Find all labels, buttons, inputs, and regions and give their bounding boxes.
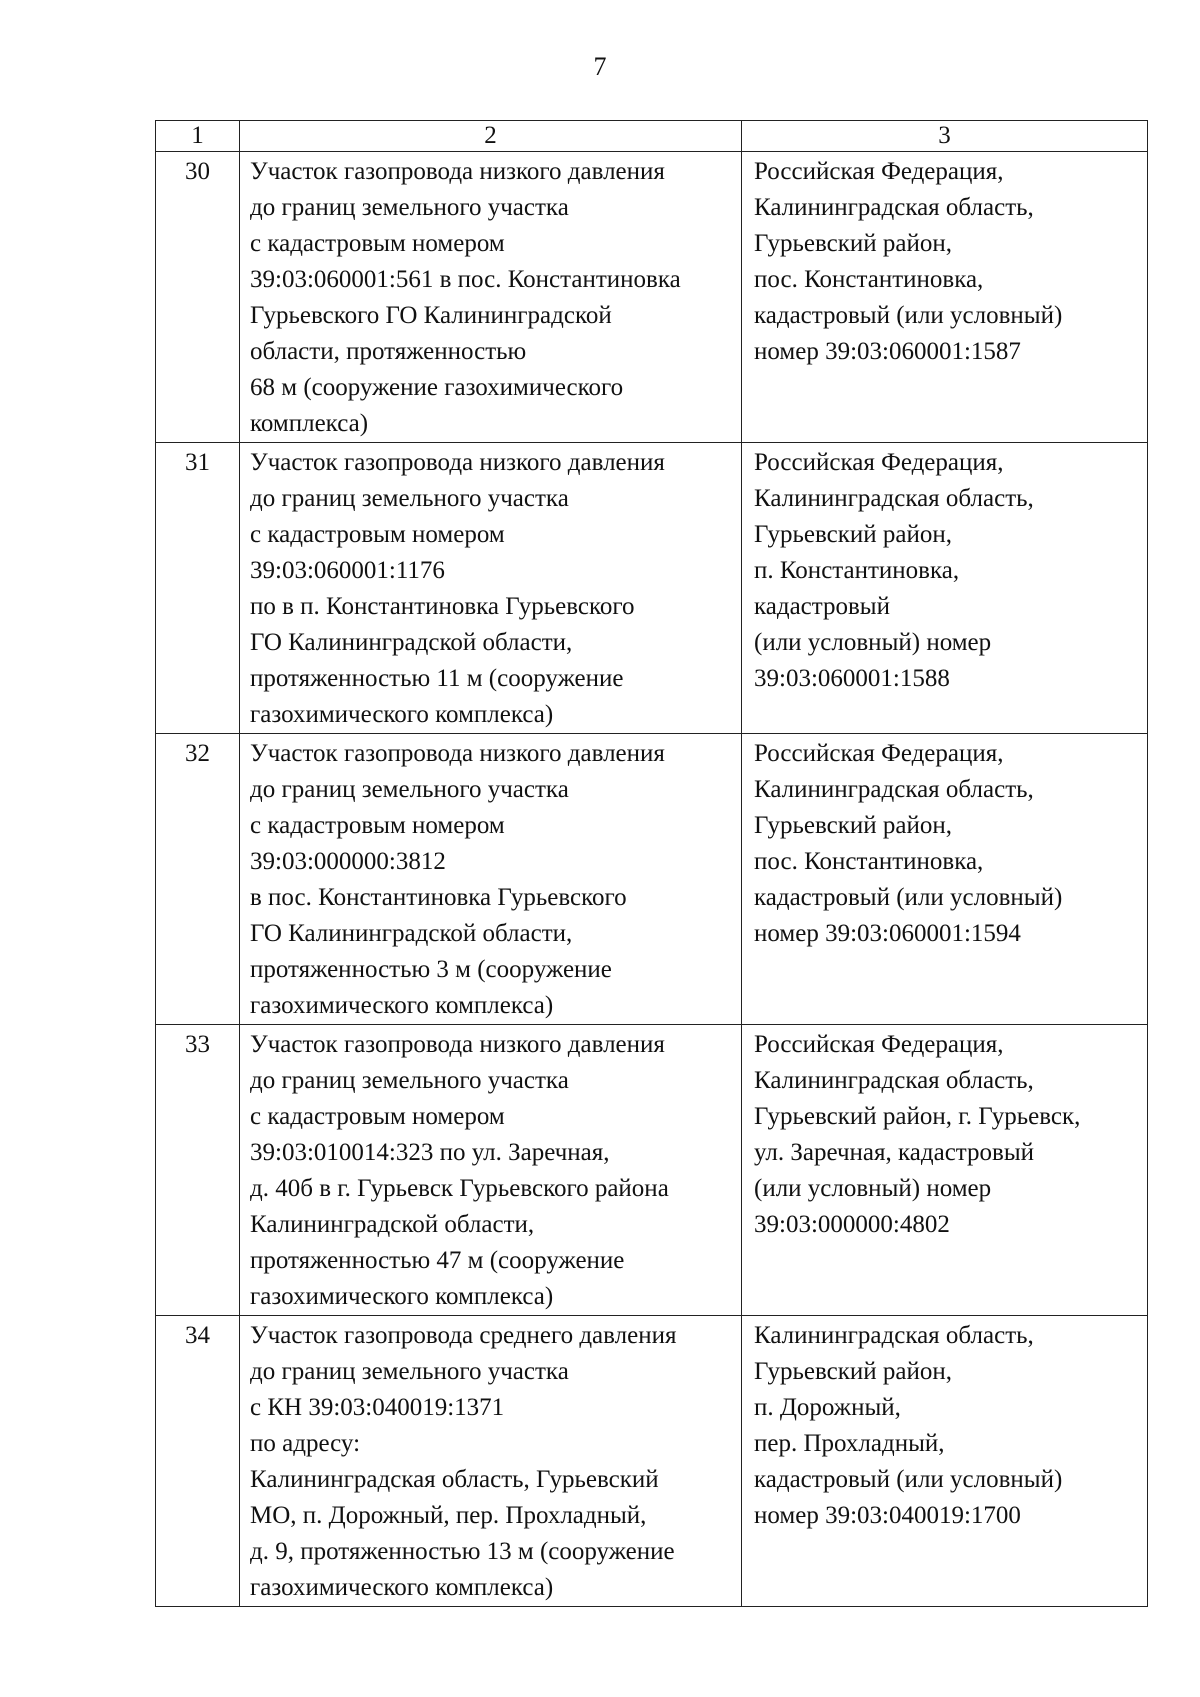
header-row [156,121,1148,152]
object-description [240,443,742,734]
object-location-line: пос. Константиновка, [754,266,984,293]
object-description-line: газохимического комплекса) [250,701,554,728]
object-location [742,1025,1148,1316]
row-number: 33 [156,1025,240,1316]
object-description-line: газохимического комплекса) [250,1283,554,1310]
object-location [742,443,1148,734]
object-location-line: Гурьевский район, [754,521,953,548]
object-location-line: кадастровый (или условный) [754,1466,1063,1493]
object-description-line: по адресу: [250,1430,361,1457]
object-description-line: до границ земельного участка [250,1067,569,1094]
object-description-line: Гурьевского ГО Калининградской [250,302,612,329]
object-description-line: Калининградской области, [250,1211,535,1238]
object-location-line: Гурьевский район, [754,1358,953,1385]
object-description-line: д. 9, протяженностью 13 м (сооружение [250,1538,675,1565]
table-row [156,443,1148,734]
object-description-line: д. 40б в г. Гурьевск Гурьевского района [250,1175,669,1202]
object-location-line: номер 39:03:060001:1587 [754,338,1021,365]
object-location-line: Гурьевский район, [754,230,953,257]
object-description-line: в пос. Константиновка Гурьевского [250,884,627,911]
object-description-line: газохимического комплекса) [250,992,554,1019]
object-location-line: Российская Федерация, [754,158,1004,185]
object-description-line: протяженностью 11 м (сооружение [250,665,624,692]
object-description-line: 39:03:060001:561 в пос. Константиновка [250,266,681,293]
header-col-2: 2 [240,121,742,152]
object-location-line: кадастровый [754,593,890,620]
row-number: 32 [156,734,240,1025]
object-location-line: Российская Федерация, [754,740,1004,767]
object-description [240,1025,742,1316]
object-location-line: Гурьевский район, [754,812,953,839]
table-row [156,1025,1148,1316]
object-description-line: с КН 39:03:040019:1371 [250,1394,505,1421]
object-description-line: ГО Калининградской области, [250,920,573,947]
object-description-line: 39:03:010014:323 по ул. Заречная, [250,1139,610,1166]
object-description-line: с кадастровым номером [250,230,505,257]
object-description-line: области, протяженностью [250,338,527,365]
object-description-line: протяженностью 3 м (сооружение [250,956,612,983]
object-description-line: ГО Калининградской области, [250,629,573,656]
object-description-line: с кадастровым номером [250,812,505,839]
object-description [240,152,742,443]
object-description-line: Участок газопровода среднего давления [250,1322,677,1349]
table-row [156,152,1148,443]
object-description-line: МО, п. Дорожный, пер. Прохладный, [250,1502,647,1529]
object-location-line: Калининградская область, [754,485,1034,512]
row-number: 30 [156,152,240,443]
object-location-line: 39:03:060001:1588 [754,665,950,692]
object-description-line: до границ земельного участка [250,776,569,803]
object-location-line: 39:03:000000:4802 [754,1211,950,1238]
object-location-line: номер 39:03:060001:1594 [754,920,1021,947]
object-location-line: ул. Заречная, кадастровый [754,1139,1035,1166]
object-location-line: Российская Федерация, [754,449,1004,476]
header-col-1: 1 [156,121,240,152]
object-description-line: газохимического комплекса) [250,1574,554,1601]
object-location [742,734,1148,1025]
property-table [155,120,1148,1607]
object-location-line: Калининградская область, [754,776,1034,803]
object-description-line: Участок газопровода низкого давления [250,158,665,185]
object-location-line: Калининградская область, [754,1322,1034,1349]
object-description-line: Участок газопровода низкого давления [250,1031,665,1058]
object-description-line: до границ земельного участка [250,194,569,221]
object-description-line: протяженностью 47 м (сооружение [250,1247,625,1274]
object-location-line: Калининградская область, [754,1067,1034,1094]
object-description-line: Калининградская область, Гурьевский [250,1466,659,1493]
object-description-line: 68 м (сооружение газохимического [250,374,624,401]
object-location-line: (или условный) номер [754,1175,992,1202]
object-location-line: номер 39:03:040019:1700 [754,1502,1021,1529]
object-description-line: Участок газопровода низкого давления [250,449,665,476]
object-location-line: кадастровый (или условный) [754,884,1063,911]
object-location-line: п. Дорожный, [754,1394,901,1421]
object-location-line: (или условный) номер [754,629,992,656]
object-location-line: Калининградская область, [754,194,1034,221]
row-number: 31 [156,443,240,734]
object-location-line: Российская Федерация, [754,1031,1004,1058]
object-description [240,1316,742,1607]
object-description-line: с кадастровым номером [250,521,505,548]
object-description-line: 39:03:000000:3812 [250,848,446,875]
table-row [156,1316,1148,1607]
object-description-line: до границ земельного участка [250,485,569,512]
object-description-line: до границ земельного участка [250,1358,569,1385]
object-description-line: по в п. Константиновка Гурьевского [250,593,635,620]
object-description-line: 39:03:060001:1176 [250,557,445,584]
object-description-line: комплекса) [250,410,369,437]
object-description [240,734,742,1025]
object-location-line: пос. Константиновка, [754,848,984,875]
object-location-line: кадастровый (или условный) [754,302,1063,329]
object-location-line: Гурьевский район, г. Гурьевск, [754,1103,1081,1130]
object-location [742,152,1148,443]
table-row [156,734,1148,1025]
header-col-3: 3 [742,121,1148,152]
object-location [742,1316,1148,1607]
object-location-line: п. Константиновка, [754,557,960,584]
object-location-line: пер. Прохладный, [754,1430,945,1457]
object-description-line: Участок газопровода низкого давления [250,740,665,767]
object-description-line: с кадастровым номером [250,1103,505,1130]
page-number: 7 [593,52,607,81]
row-number: 34 [156,1316,240,1607]
